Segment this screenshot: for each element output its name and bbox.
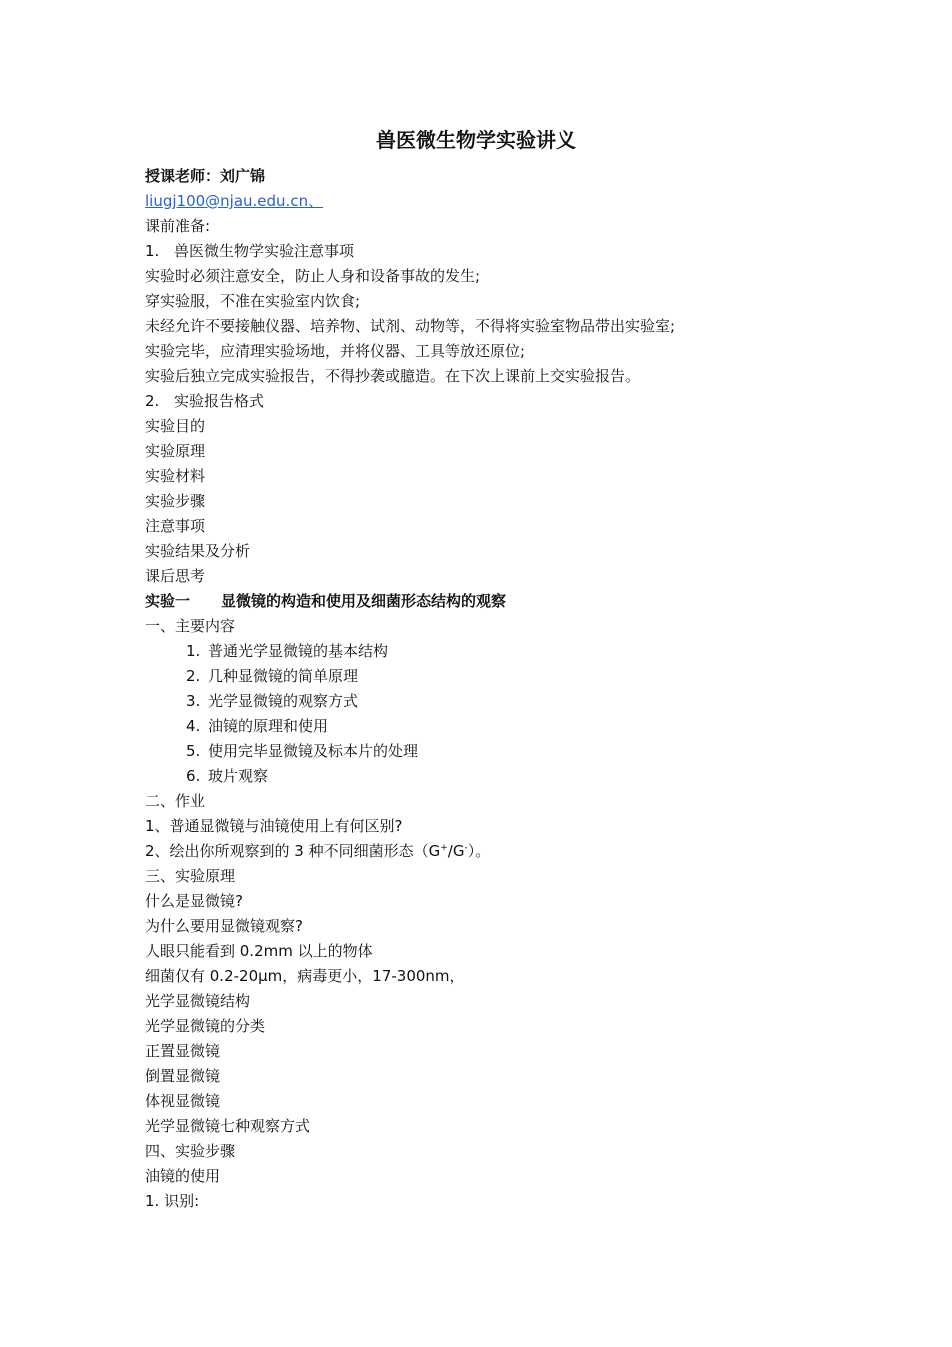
email-line <box>145 189 845 214</box>
main-content-item <box>145 714 845 739</box>
q2-text-after: ）。 <box>467 842 491 860</box>
prep-heading: 课前准备: <box>145 217 211 235</box>
document-body <box>145 164 845 1214</box>
item-number: 6. <box>186 767 201 785</box>
report-format-item: 实验原理 <box>145 442 206 460</box>
q2-text-before: 2、绘出你所观察到的 3 种不同细菌形态（G <box>145 842 441 860</box>
homework-heading: 二、作业 <box>145 792 206 810</box>
principle-line: 细菌仅有 0.2-20μm，病毒更小，17-300nm， <box>145 967 465 985</box>
experiment-1-label: 实验一 <box>145 592 191 610</box>
oil-lens-heading: 油镜的使用 <box>145 1167 221 1185</box>
homework-question-1: 1、普通显微镜与油镜使用上有何区别? <box>145 817 403 835</box>
identify-heading: 1. 识别: <box>145 1192 200 1210</box>
rule-5: 实验后独立完成实验报告，不得抄袭或臆造。在下次上课前上交实验报告。 <box>145 367 641 385</box>
rule-2: 穿实验服，不准在实验室内饮食; <box>145 292 361 310</box>
rule-1: 实验时必须注意安全，防止人身和设备事故的发生; <box>145 267 481 285</box>
email-link[interactable]: liugj100@njau.edu.cn、 <box>145 192 324 210</box>
item-text: 使用完毕显微镜及标本片的处理 <box>208 742 419 760</box>
principle-line: 倒置显微镜 <box>145 1067 221 1085</box>
item-text: 光学显微镜的观察方式 <box>208 692 359 710</box>
section-1-text: 兽医微生物学实验注意事项 <box>174 242 355 260</box>
gram-positive-sup: + <box>440 843 448 853</box>
report-format-item: 注意事项 <box>145 517 206 535</box>
item-text: 普通光学显微镜的基本结构 <box>208 642 389 660</box>
teacher-line: 授课老师：刘广锦 <box>145 167 266 185</box>
main-content-item <box>145 764 845 789</box>
rule-3: 未经允许不要接触仪器、培养物、试剂、动物等，不得将实验室物品带出实验室; <box>145 317 676 335</box>
steps-heading: 四、实验步骤 <box>145 1142 236 1160</box>
principle-heading: 三、实验原理 <box>145 867 236 885</box>
principle-line: 为什么要用显微镜观察? <box>145 917 303 935</box>
document-title: 兽医微生物学实验讲义 <box>376 128 576 152</box>
item-number: 3. <box>186 692 201 710</box>
q2-text-mid: /G <box>447 842 465 860</box>
item-text: 玻片观察 <box>208 767 269 785</box>
report-format-item: 实验步骤 <box>145 492 206 510</box>
experiment-1-title: 显微镜的构造和使用及细菌形态结构的观察 <box>221 592 507 610</box>
report-format-item: 实验结果及分析 <box>145 542 251 560</box>
principle-line: 光学显微镜七种观察方式 <box>145 1117 311 1135</box>
section-2-text: 实验报告格式 <box>174 392 265 410</box>
item-text: 油镜的原理和使用 <box>208 717 329 735</box>
principle-line: 体视显微镜 <box>145 1092 221 1110</box>
homework-question-2 <box>145 839 845 864</box>
item-number: 2. <box>186 667 201 685</box>
principle-line: 人眼只能看到 0.2mm 以上的物体 <box>145 942 373 960</box>
principle-line: 正置显微镜 <box>145 1042 221 1060</box>
section-1-heading <box>145 239 845 264</box>
section-2-heading <box>145 389 845 414</box>
item-number: 4. <box>186 717 201 735</box>
main-content-item <box>145 689 845 714</box>
report-format-item: 实验材料 <box>145 467 206 485</box>
section-1-number: 1. <box>145 242 160 260</box>
main-content-item <box>145 739 845 764</box>
item-text: 几种显微镜的简单原理 <box>208 667 359 685</box>
rule-4: 实验完毕，应清理实验场地，并将仪器、工具等放还原位; <box>145 342 526 360</box>
main-content-item <box>145 639 845 664</box>
item-number: 1. <box>186 642 201 660</box>
main-content-item <box>145 664 845 689</box>
principle-line: 什么是显微镜? <box>145 892 243 910</box>
report-format-item: 课后思考 <box>145 567 206 585</box>
experiment-1-heading <box>145 589 845 614</box>
gram-negative-sup: - <box>464 843 468 853</box>
item-number: 5. <box>186 742 201 760</box>
principle-line: 光学显微镜的分类 <box>145 1017 266 1035</box>
report-format-item: 实验目的 <box>145 417 206 435</box>
principle-line: 光学显微镜结构 <box>145 992 251 1010</box>
main-content-heading: 一、主要内容 <box>145 617 236 635</box>
section-2-number: 2. <box>145 392 160 410</box>
